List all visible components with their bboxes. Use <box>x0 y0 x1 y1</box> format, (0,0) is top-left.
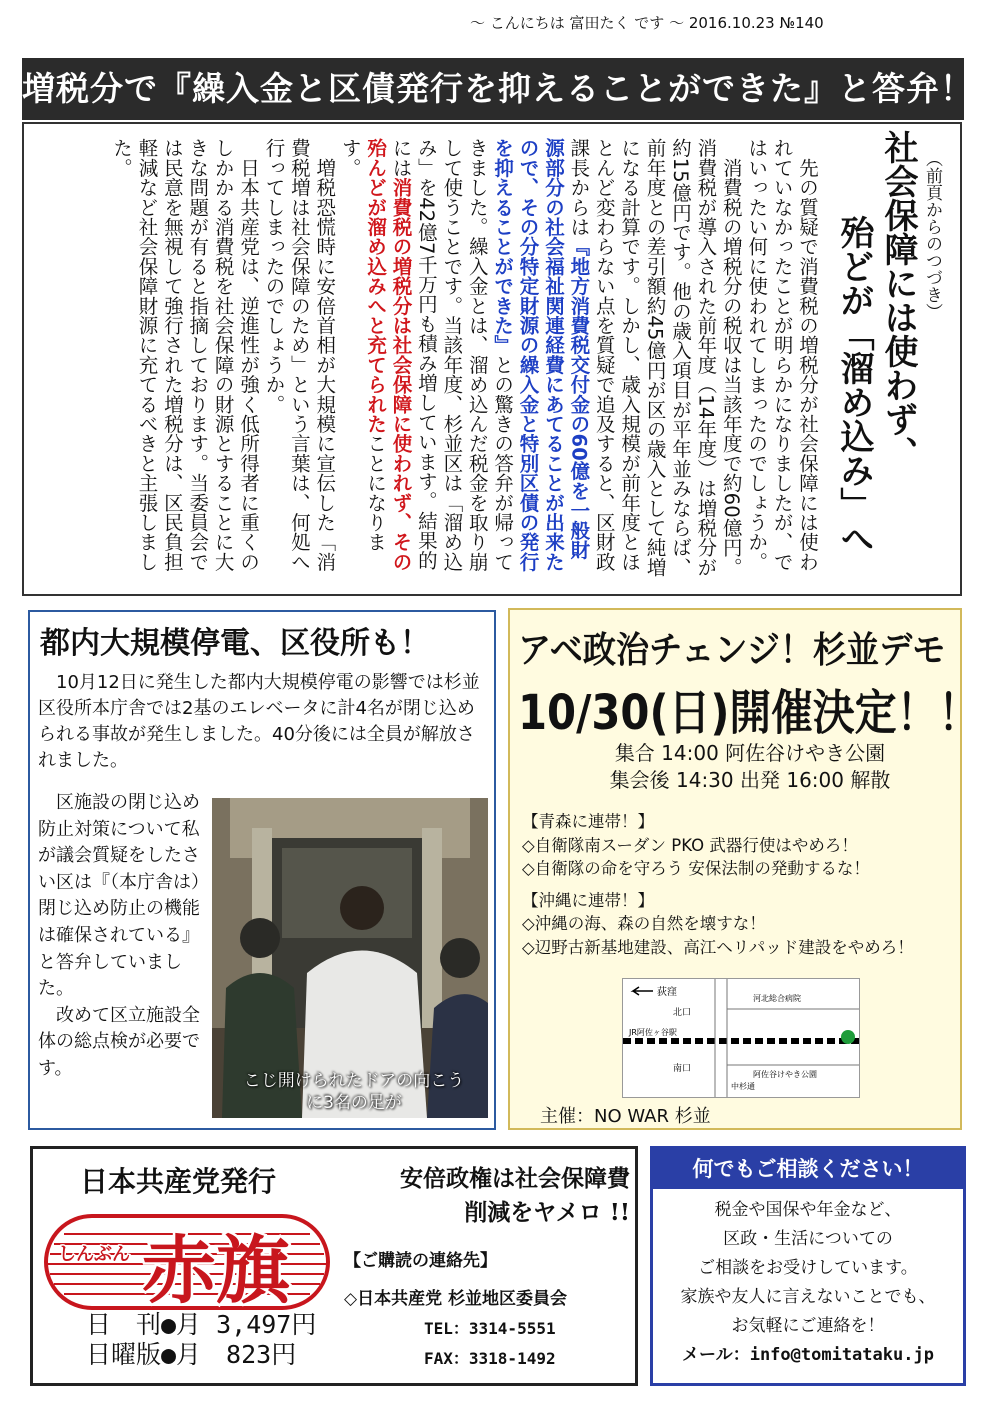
demo-schedule <box>560 740 940 794</box>
contact-fax: FAX：3318-1492 <box>424 1349 556 1368</box>
continued-note: （前頁からのつづき） <box>922 150 942 320</box>
article-body <box>30 138 820 578</box>
akahata-logo <box>44 1214 330 1310</box>
article-text: 増税恐慌時に安倍首相が大規模に宣伝した「消費税増は社会保障のため」という言葉は、何処へ行ってしまったのでしょうか。 <box>262 138 337 572</box>
contact-org: ◇日本共産党 杉並地区委員会 <box>344 1289 567 1309</box>
akahata-slogan <box>340 1162 630 1230</box>
blackout-paragraph-2 <box>38 790 206 1083</box>
slogan-line: 削減をヤメロ !! <box>464 1199 630 1226</box>
demand-item: ◇自衛隊南スーダン PKO 武器行使はやめろ！ <box>522 835 858 855</box>
demo-date: 10/30(日)開催決定！！ <box>518 685 980 741</box>
article-headline-2: 殆どが「溜め込み」へ <box>834 215 874 555</box>
article-text: 日本共産党は、逆進性が強く低所得者に重くのしかかる消費税を社会保障の財源とすることに大きな問題が有ると指摘しております。当委員会では民意を無視して強行された増税分は、区民負担軽減など社会保障財源に充てるべきと主張しました。 <box>110 138 261 572</box>
logo-big-text: 赤旗 <box>142 1228 290 1310</box>
consult-body <box>658 1196 958 1370</box>
route-map-drawing <box>622 978 860 1098</box>
article-text: との驚きの答弁が帰ってきました。繰入金とは、溜め込んだ税金を取り崩して使うことです。当該年度、杉並区は「溜め込み」を42億7千万円も積み増しています。結果的には <box>389 138 515 572</box>
logo-small-text: しんぶん <box>58 1244 130 1265</box>
contact-tel[interactable]: TEL：3314-5551 <box>424 1319 556 1338</box>
article-paragraph <box>109 138 261 578</box>
price-daily: 日 刊●月 3,497円 <box>86 1310 317 1339</box>
price-sunday: 日曜版●月 823円 <box>86 1340 297 1369</box>
park-marker-icon <box>841 1030 855 1044</box>
map-label-hospital: 河北総合病院 <box>753 994 801 1003</box>
article-text: ことになります。 <box>338 138 388 552</box>
demands-heading: 【沖縄に連帯！】 <box>522 890 654 910</box>
consult-email[interactable]: メール：info@tomitataku.jp <box>682 1345 934 1365</box>
akahata-logo-art <box>44 1214 330 1310</box>
blackout-paragraph-1 <box>38 670 488 774</box>
article-headline-1: 社会保障には使わず、 <box>878 130 918 470</box>
article-paragraph <box>337 138 744 578</box>
consult-line: 区政・生活についての <box>723 1229 893 1249</box>
demand-item: ◇辺野古新基地建設、高江ヘリパッド建設をやめろ！ <box>522 937 914 957</box>
map-label-north: 北口 <box>673 1008 692 1018</box>
blackout-text: 改めて区立施設全体の総点検が必要です。 <box>38 1004 200 1079</box>
article-paragraph <box>744 138 820 578</box>
map-label-station: JR阿佐ヶ谷駅 <box>629 1028 677 1037</box>
consult-line: 税金や国保や年金など、 <box>714 1200 902 1220</box>
demo-depart-line: 集会後 14:30 出発 16:00 解散 <box>609 768 891 792</box>
photo-caption: こじ開けられたドアの向こうに3名の足が <box>243 1071 465 1113</box>
issue-header: ～ こんにちは 富田たく です ～ 2016.10.23 №140 <box>470 14 824 32</box>
demands-heading: 【青森に連帯！】 <box>522 812 654 831</box>
consult-line: お気軽にご連絡を！ <box>731 1316 885 1336</box>
demand-item: ◇自衛隊の命を守ろう 安保法制の発動するな！ <box>522 859 870 879</box>
map-label-park: 阿佐谷けやき公園 <box>753 1070 817 1079</box>
demo-gather-line: 集合 14:00 阿佐谷けやき公園 <box>614 741 886 765</box>
consult-line: ご相談をお受けしています。 <box>698 1258 918 1278</box>
demo-title: アベ政治チェンジ！杉並デモ <box>518 630 946 671</box>
demo-organizer: 主催：NO WAR 杉並 <box>540 1106 711 1127</box>
slogan-line: 安倍政権は社会保障費 <box>400 1165 630 1192</box>
demo-demands <box>522 810 958 960</box>
map-label-south: 南口 <box>673 1064 692 1074</box>
red-highlight: 消費税の増税分は社会保障に使われず、その殆んどが溜め込みへと充てられた <box>364 138 413 572</box>
blue-highlight: 『地方消費税交付金の60億を一般財源部分の社会福祉関連経費にあてることが出来たので、その分特定財源の繰入金と特別区債の発行を抑えることができた』 <box>491 138 591 572</box>
consult-heading: 何でもご相談ください！ <box>653 1149 963 1189</box>
article-text: 先の質疑で消費税の増税分が社会保障には使われていなかったことが明らかになりましたが、ではいったい何に使われてしまったのでしょうか。 <box>745 138 819 572</box>
article-text: 消費税の増税分の税収は当該年度で約60億円。消費税が導入された前年度（14年度）は増税分が約15億円です。他の歳入項目が平年並みならば、前年度との差引額約45億円が区の歳入として純増になる計算です。しかし、歳入規模が前年度とほとんど変わらない点を質疑で追及すると、区財政課長からは <box>567 138 743 577</box>
demand-item: ◇沖縄の海、森の自然を壊すな！ <box>522 914 766 934</box>
publisher-label: 日本共産党発行 <box>80 1165 277 1198</box>
blackout-title: 都内大規模停電、区役所も！ <box>40 626 430 661</box>
blackout-text: 区施設の閉じ込め防止対策について私が議会質疑をしたさい区は『（本庁舎は）閉じ込め防止の機能は確保されている』と答弁していました。 <box>38 792 200 1000</box>
map-label-street: 中杉通 <box>731 1082 755 1091</box>
page-banner: 増税分で『繰入金と区債発行を抑えることができた』と答弁！ <box>22 58 964 120</box>
blackout-text: 10月12日に発生した都内大規模停電の影響では杉並区役所本庁舎では2基のエレベータに計4名が閉じ込められる事故が発生しました。40分後には全員が解放されました。 <box>38 672 480 771</box>
article-paragraph <box>261 138 337 578</box>
contact-heading: 【ご購読の連絡先】 <box>344 1251 497 1271</box>
consult-line: 家族や友人に言えないことでも、 <box>680 1287 936 1307</box>
map-label-ogikubo: 荻窪 <box>657 987 677 998</box>
route-map <box>622 978 858 1096</box>
